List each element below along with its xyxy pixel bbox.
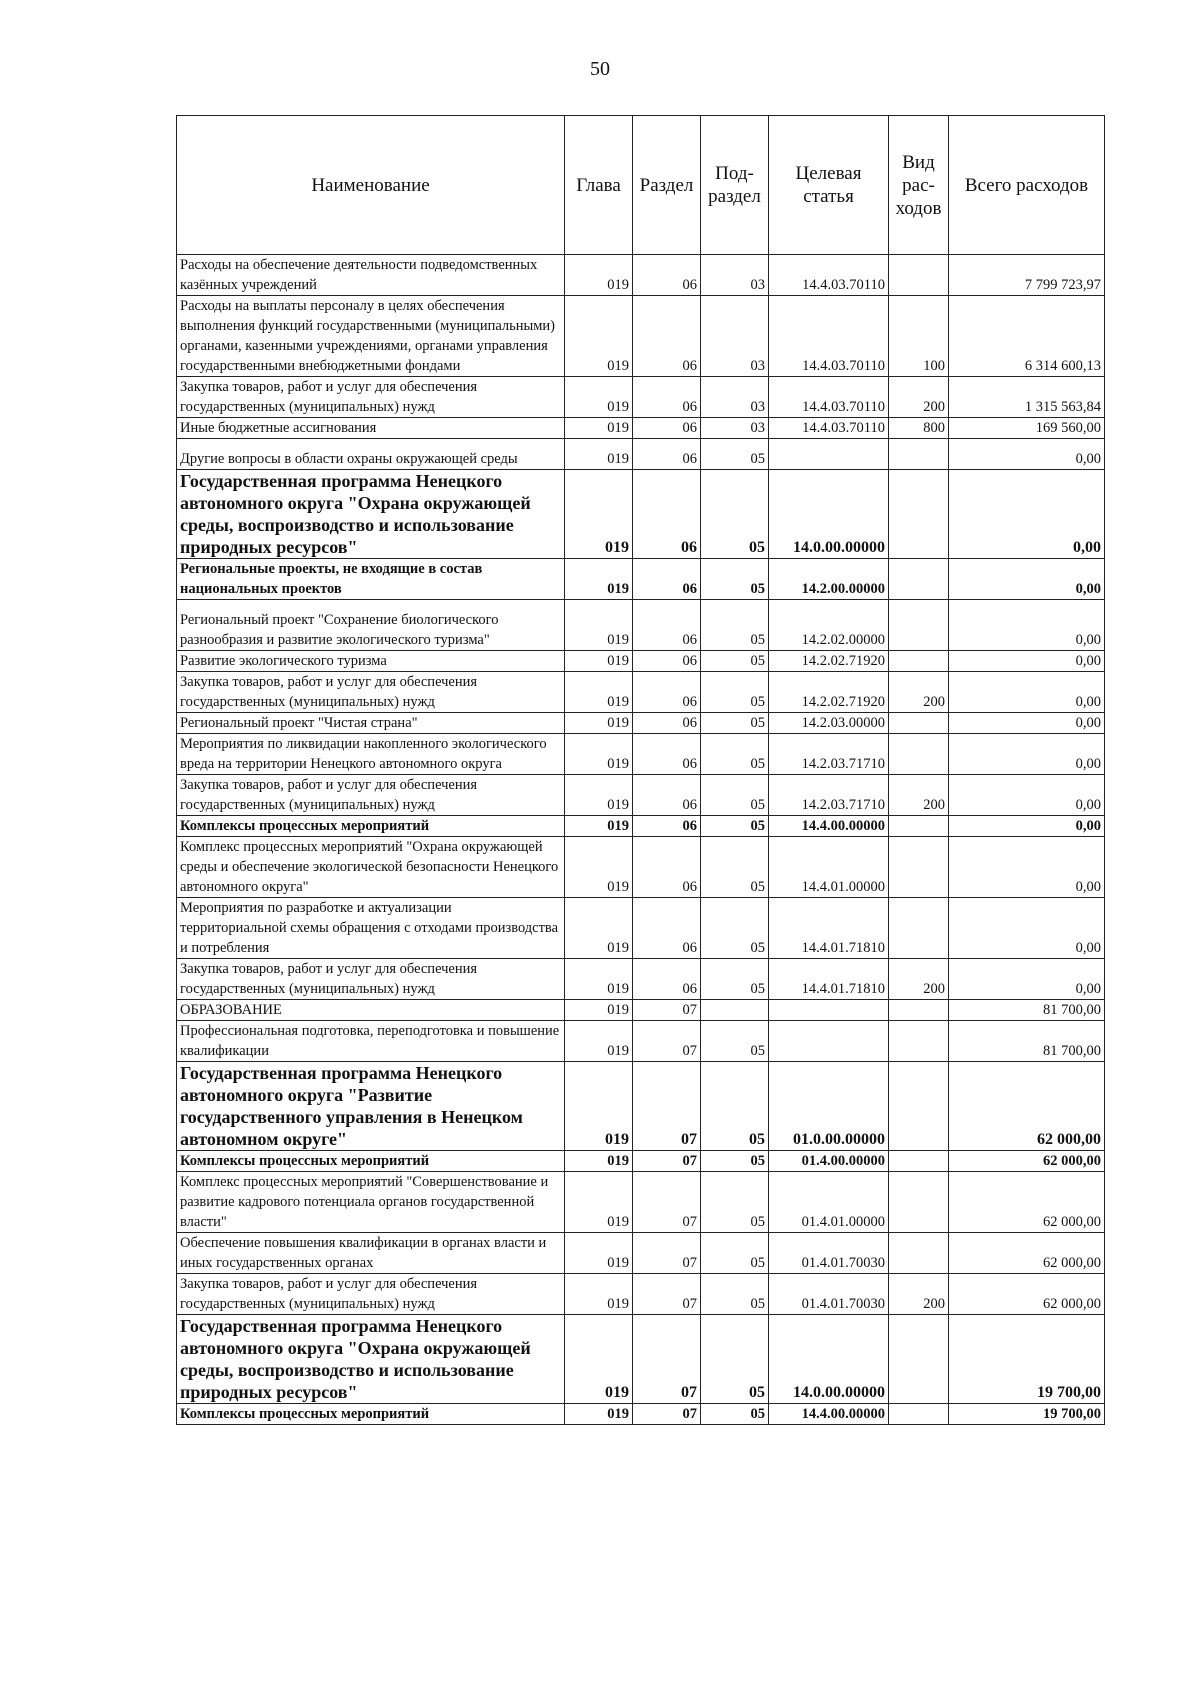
cell-name: Другие вопросы в области охраны окружающей среды — [177, 439, 565, 470]
cell-name: Иные бюджетные ассигнования — [177, 418, 565, 439]
cell-podrazdel: 05 — [701, 1233, 769, 1274]
cell-total: 0,00 — [949, 898, 1105, 959]
cell-name: Обеспечение повышения квалификации в органах власти и иных государственных органах — [177, 1233, 565, 1274]
cell-podrazdel: 05 — [701, 439, 769, 470]
cell-statya: 01.0.00.00000 — [769, 1062, 889, 1151]
cell-podrazdel: 05 — [701, 837, 769, 898]
cell-razdel: 06 — [633, 418, 701, 439]
cell-razdel: 07 — [633, 1404, 701, 1425]
cell-vid — [889, 1404, 949, 1425]
cell-glava: 019 — [565, 1315, 633, 1404]
cell-razdel: 06 — [633, 898, 701, 959]
header-statya: Целевая статья — [769, 116, 889, 255]
cell-name: Мероприятия по разработке и актуализации территориальной схемы обращения с отходами производства и потребления — [177, 898, 565, 959]
cell-vid — [889, 713, 949, 734]
table-row — [177, 470, 1105, 559]
table-row — [177, 1172, 1105, 1233]
cell-statya: 14.2.03.71710 — [769, 775, 889, 816]
table-row — [177, 713, 1105, 734]
cell-vid — [889, 470, 949, 559]
cell-vid — [889, 1021, 949, 1062]
cell-statya: 14.4.00.00000 — [769, 816, 889, 837]
cell-name: Закупка товаров, работ и услуг для обеспечения государственных (муниципальных) нужд — [177, 1274, 565, 1315]
cell-podrazdel: 03 — [701, 296, 769, 377]
cell-name: Региональные проекты, не входящие в состав национальных проектов — [177, 559, 565, 600]
cell-razdel: 06 — [633, 775, 701, 816]
cell-total: 0,00 — [949, 713, 1105, 734]
cell-vid — [889, 255, 949, 296]
cell-name: Развитие экологического туризма — [177, 651, 565, 672]
header-name: Наименование — [177, 116, 565, 255]
cell-vid: 800 — [889, 418, 949, 439]
cell-statya: 01.4.00.00000 — [769, 1151, 889, 1172]
cell-glava: 019 — [565, 898, 633, 959]
table-row — [177, 1000, 1105, 1021]
cell-name: Закупка товаров, работ и услуг для обеспечения государственных (муниципальных) нужд — [177, 775, 565, 816]
cell-statya: 14.4.01.00000 — [769, 837, 889, 898]
cell-podrazdel: 05 — [701, 775, 769, 816]
cell-name: Государственная программа Ненецкого автономного округа "Развитие государственного управления в Ненецком автономном округе" — [177, 1062, 565, 1151]
cell-total: 62 000,00 — [949, 1274, 1105, 1315]
cell-vid: 200 — [889, 672, 949, 713]
cell-razdel: 06 — [633, 959, 701, 1000]
cell-total: 62 000,00 — [949, 1233, 1105, 1274]
cell-podrazdel: 05 — [701, 1315, 769, 1404]
cell-vid — [889, 1000, 949, 1021]
cell-razdel: 06 — [633, 377, 701, 418]
cell-glava: 019 — [565, 1021, 633, 1062]
cell-name: Комплекс процессных мероприятий "Охрана окружающей среды и обеспечение экологической безопасности Ненецкого автономного округа" — [177, 837, 565, 898]
cell-podrazdel: 05 — [701, 1404, 769, 1425]
cell-podrazdel: 05 — [701, 1274, 769, 1315]
cell-statya: 01.4.01.00000 — [769, 1172, 889, 1233]
table-body — [177, 255, 1105, 1425]
cell-podrazdel: 05 — [701, 672, 769, 713]
cell-vid — [889, 439, 949, 470]
cell-glava: 019 — [565, 1274, 633, 1315]
cell-razdel: 06 — [633, 439, 701, 470]
table-row — [177, 1062, 1105, 1151]
header-glava: Глава — [565, 116, 633, 255]
cell-total: 81 700,00 — [949, 1021, 1105, 1062]
cell-glava: 019 — [565, 959, 633, 1000]
cell-vid: 200 — [889, 959, 949, 1000]
cell-razdel: 07 — [633, 1233, 701, 1274]
table-row — [177, 296, 1105, 377]
cell-statya — [769, 1021, 889, 1062]
cell-total: 0,00 — [949, 439, 1105, 470]
cell-name: Закупка товаров, работ и услуг для обеспечения государственных (муниципальных) нужд — [177, 672, 565, 713]
table-row — [177, 1274, 1105, 1315]
cell-glava: 019 — [565, 600, 633, 651]
table-row — [177, 559, 1105, 600]
cell-razdel: 06 — [633, 296, 701, 377]
cell-razdel: 07 — [633, 1151, 701, 1172]
cell-razdel: 06 — [633, 734, 701, 775]
table-row — [177, 898, 1105, 959]
cell-total: 0,00 — [949, 651, 1105, 672]
cell-total: 0,00 — [949, 734, 1105, 775]
cell-total: 0,00 — [949, 816, 1105, 837]
cell-statya: 14.4.01.71810 — [769, 959, 889, 1000]
cell-statya: 14.0.00.00000 — [769, 470, 889, 559]
cell-total: 62 000,00 — [949, 1062, 1105, 1151]
table-row — [177, 418, 1105, 439]
cell-vid — [889, 1062, 949, 1151]
cell-razdel: 06 — [633, 470, 701, 559]
cell-total: 19 700,00 — [949, 1315, 1105, 1404]
cell-name: Комплексы процессных мероприятий — [177, 1151, 565, 1172]
cell-name: Мероприятия по ликвидации накопленного экологического вреда на территории Ненецкого автономного округа — [177, 734, 565, 775]
cell-total: 81 700,00 — [949, 1000, 1105, 1021]
cell-name: Государственная программа Ненецкого автономного округа "Охрана окружающей среды, воспроизводство и использование природных ресурсов" — [177, 470, 565, 559]
table-row — [177, 775, 1105, 816]
cell-glava: 019 — [565, 775, 633, 816]
table-row — [177, 439, 1105, 470]
cell-name: Региональный проект "Сохранение биологического разнообразия и развитие экологического туризма" — [177, 600, 565, 651]
cell-glava: 019 — [565, 559, 633, 600]
cell-total: 7 799 723,97 — [949, 255, 1105, 296]
cell-podrazdel: 03 — [701, 255, 769, 296]
cell-razdel: 06 — [633, 837, 701, 898]
cell-name: Расходы на выплаты персоналу в целях обеспечения выполнения функций государственными (муниципальными) органами, казенными учреждениями, органами управления государственными внебюджетными фондами — [177, 296, 565, 377]
cell-statya: 14.2.02.71920 — [769, 651, 889, 672]
table-row — [177, 734, 1105, 775]
cell-statya: 14.2.03.71710 — [769, 734, 889, 775]
cell-total: 62 000,00 — [949, 1151, 1105, 1172]
cell-total: 0,00 — [949, 600, 1105, 651]
cell-statya: 14.4.00.00000 — [769, 1404, 889, 1425]
cell-razdel: 06 — [633, 651, 701, 672]
cell-vid — [889, 734, 949, 775]
cell-razdel: 07 — [633, 1021, 701, 1062]
cell-razdel: 06 — [633, 255, 701, 296]
table-row — [177, 255, 1105, 296]
cell-podrazdel: 05 — [701, 470, 769, 559]
cell-podrazdel: 05 — [701, 734, 769, 775]
cell-glava: 019 — [565, 418, 633, 439]
header-podrazdel: Под-раздел — [701, 116, 769, 255]
table-row — [177, 1233, 1105, 1274]
cell-statya — [769, 1000, 889, 1021]
cell-podrazdel: 05 — [701, 898, 769, 959]
table-row — [177, 1404, 1105, 1425]
cell-podrazdel — [701, 1000, 769, 1021]
cell-glava: 019 — [565, 255, 633, 296]
cell-razdel: 06 — [633, 816, 701, 837]
cell-podrazdel: 05 — [701, 559, 769, 600]
cell-total: 6 314 600,13 — [949, 296, 1105, 377]
cell-name: Комплексы процессных мероприятий — [177, 1404, 565, 1425]
cell-glava: 019 — [565, 713, 633, 734]
cell-name: Профессиональная подготовка, переподготовка и повышение квалификации — [177, 1021, 565, 1062]
cell-glava: 019 — [565, 296, 633, 377]
cell-vid — [889, 1315, 949, 1404]
cell-glava: 019 — [565, 439, 633, 470]
cell-total: 0,00 — [949, 837, 1105, 898]
cell-name: Комплекс процессных мероприятий "Совершенствование и развитие кадрового потенциала органов государственной власти" — [177, 1172, 565, 1233]
cell-podrazdel: 03 — [701, 377, 769, 418]
cell-name: Региональный проект "Чистая страна" — [177, 713, 565, 734]
cell-statya: 01.4.01.70030 — [769, 1274, 889, 1315]
cell-glava: 019 — [565, 1233, 633, 1274]
cell-podrazdel: 05 — [701, 651, 769, 672]
cell-glava: 019 — [565, 470, 633, 559]
cell-razdel: 07 — [633, 1274, 701, 1315]
table-row — [177, 1151, 1105, 1172]
cell-name: ОБРАЗОВАНИЕ — [177, 1000, 565, 1021]
cell-total: 0,00 — [949, 775, 1105, 816]
cell-vid — [889, 651, 949, 672]
cell-total: 0,00 — [949, 959, 1105, 1000]
header-total: Всего расходов — [949, 116, 1105, 255]
cell-razdel: 07 — [633, 1315, 701, 1404]
cell-glava: 019 — [565, 734, 633, 775]
cell-podrazdel: 05 — [701, 713, 769, 734]
cell-name: Государственная программа Ненецкого автономного округа "Охрана окружающей среды, воспроизводство и использование природных ресурсов" — [177, 1315, 565, 1404]
cell-glava: 019 — [565, 672, 633, 713]
cell-total: 0,00 — [949, 559, 1105, 600]
cell-glava: 019 — [565, 1062, 633, 1151]
cell-podrazdel: 05 — [701, 816, 769, 837]
cell-statya: 14.4.03.70110 — [769, 418, 889, 439]
cell-statya: 14.2.02.71920 — [769, 672, 889, 713]
cell-statya: 01.4.01.70030 — [769, 1233, 889, 1274]
cell-vid — [889, 1172, 949, 1233]
cell-total: 19 700,00 — [949, 1404, 1105, 1425]
cell-podrazdel: 05 — [701, 1172, 769, 1233]
cell-vid — [889, 1151, 949, 1172]
cell-glava: 019 — [565, 651, 633, 672]
cell-vid: 200 — [889, 1274, 949, 1315]
cell-total: 0,00 — [949, 470, 1105, 559]
cell-razdel: 06 — [633, 713, 701, 734]
cell-razdel: 06 — [633, 600, 701, 651]
cell-glava: 019 — [565, 1404, 633, 1425]
table-row — [177, 959, 1105, 1000]
cell-podrazdel: 05 — [701, 959, 769, 1000]
cell-glava: 019 — [565, 1151, 633, 1172]
cell-vid: 200 — [889, 775, 949, 816]
cell-podrazdel: 05 — [701, 1021, 769, 1062]
cell-name: Закупка товаров, работ и услуг для обеспечения государственных (муниципальных) нужд — [177, 377, 565, 418]
cell-statya: 14.2.02.00000 — [769, 600, 889, 651]
cell-razdel: 06 — [633, 672, 701, 713]
cell-total: 0,00 — [949, 672, 1105, 713]
table-row — [177, 816, 1105, 837]
cell-statya: 14.2.00.00000 — [769, 559, 889, 600]
header-vid: Вид рас-ходов — [889, 116, 949, 255]
cell-statya: 14.0.00.00000 — [769, 1315, 889, 1404]
cell-glava: 019 — [565, 816, 633, 837]
cell-razdel: 06 — [633, 559, 701, 600]
cell-name: Расходы на обеспечение деятельности подведомственных казённых учреждений — [177, 255, 565, 296]
cell-vid — [889, 816, 949, 837]
cell-glava: 019 — [565, 1172, 633, 1233]
budget-table — [176, 115, 1105, 1425]
cell-statya — [769, 439, 889, 470]
cell-glava: 019 — [565, 1000, 633, 1021]
cell-glava: 019 — [565, 377, 633, 418]
header-razdel: Раздел — [633, 116, 701, 255]
table-row — [177, 672, 1105, 713]
cell-vid — [889, 1233, 949, 1274]
cell-statya: 14.4.03.70110 — [769, 296, 889, 377]
cell-total: 169 560,00 — [949, 418, 1105, 439]
cell-vid — [889, 898, 949, 959]
cell-vid: 100 — [889, 296, 949, 377]
cell-statya: 14.4.03.70110 — [769, 255, 889, 296]
cell-podrazdel: 05 — [701, 1062, 769, 1151]
page-number: 50 — [590, 58, 610, 80]
table-row — [177, 1315, 1105, 1404]
cell-podrazdel: 05 — [701, 600, 769, 651]
cell-name: Комплексы процессных мероприятий — [177, 816, 565, 837]
table-row — [177, 377, 1105, 418]
cell-total: 62 000,00 — [949, 1172, 1105, 1233]
cell-statya: 14.4.01.71810 — [769, 898, 889, 959]
cell-podrazdel: 05 — [701, 1151, 769, 1172]
cell-razdel: 07 — [633, 1062, 701, 1151]
cell-razdel: 07 — [633, 1000, 701, 1021]
cell-total: 1 315 563,84 — [949, 377, 1105, 418]
cell-glava: 019 — [565, 837, 633, 898]
cell-vid — [889, 559, 949, 600]
table-header-row — [177, 116, 1105, 255]
cell-statya: 14.4.03.70110 — [769, 377, 889, 418]
cell-vid — [889, 837, 949, 898]
table-row — [177, 600, 1105, 651]
cell-statya: 14.2.03.00000 — [769, 713, 889, 734]
cell-razdel: 07 — [633, 1172, 701, 1233]
cell-vid — [889, 600, 949, 651]
table-row — [177, 651, 1105, 672]
cell-name: Закупка товаров, работ и услуг для обеспечения государственных (муниципальных) нужд — [177, 959, 565, 1000]
table-row — [177, 837, 1105, 898]
cell-podrazdel: 03 — [701, 418, 769, 439]
cell-vid: 200 — [889, 377, 949, 418]
table-row — [177, 1021, 1105, 1062]
